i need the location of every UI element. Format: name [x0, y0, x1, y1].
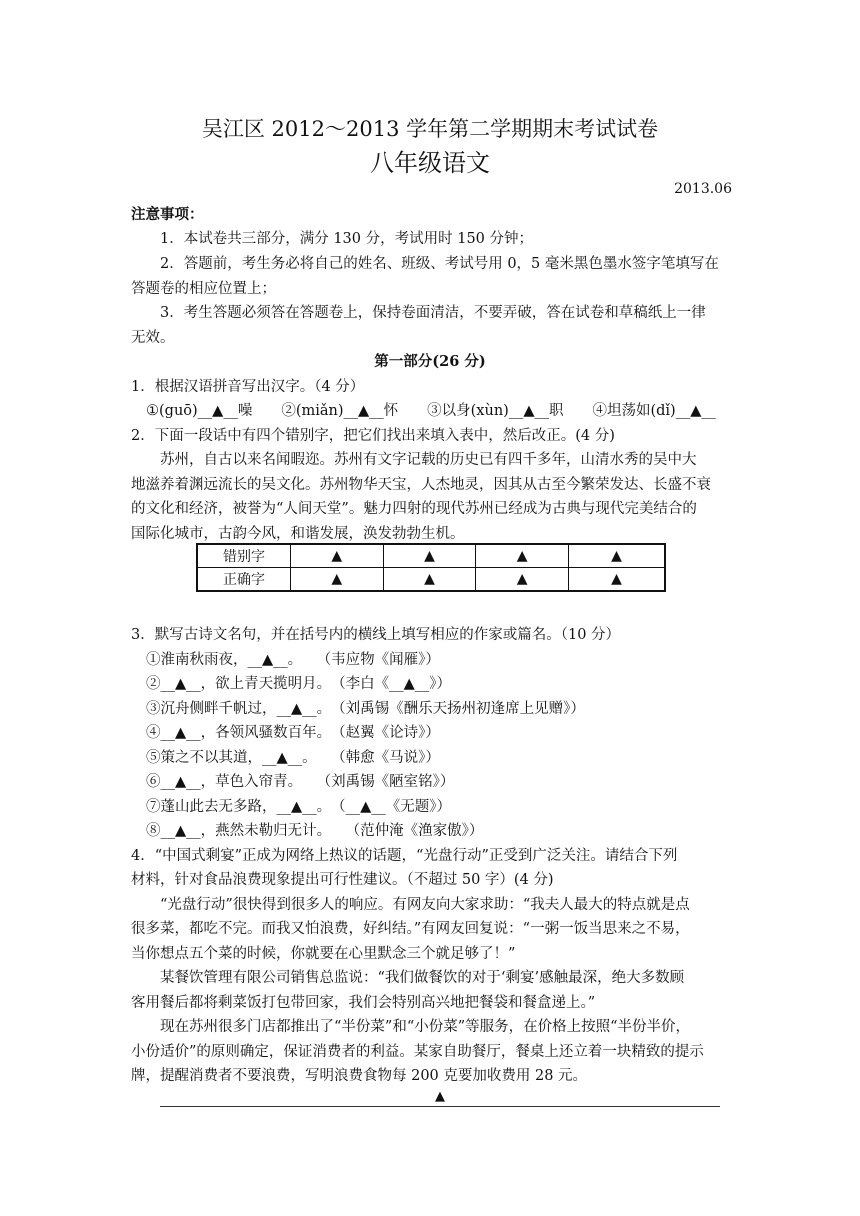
- answer-cell: ▲: [291, 544, 384, 568]
- q3-line-7: ⑦蓬山此去无多路，__▲__。 （__▲__《无题》）: [146, 799, 452, 815]
- typo-row-wrong-label: 错别字: [197, 544, 291, 568]
- q1-items: ①(guō)__▲__噪 ②(miǎn)__▲__怀 ③以身(xùn)__▲__职 ④坦荡如(dǐ)__▲__: [146, 403, 716, 419]
- q4-answer-mark: ▲: [435, 1089, 445, 1104]
- q3-stem: 3．默写古诗文名句，并在括号内的横线上填写相应的作家或篇名。（10 分）: [131, 627, 621, 643]
- typo-row-correct: [197, 568, 665, 592]
- q3-line-8: ⑧__▲__，燕然未勒归无计。 （范仲淹《渔家傲》）: [146, 823, 484, 839]
- q1-stem: 1．根据汉语拼音写出汉字。（4 分）: [131, 379, 365, 395]
- q2-passage-1: 苏州，自古以来名闻暇迩。苏州有文字记载的历史已有四千多年，山清水秀的吴中大: [160, 452, 697, 468]
- q2-passage-3: 的文化和经济，被誉为“人间天堂”。魅力四射的现代苏州已经成为古典与现代完美结合的: [131, 501, 697, 517]
- q4-stem-1: 4．“中国式剩宴”正成为网络上热议的话题，“光盘行动”正受到广泛关注。请结合下列: [131, 848, 678, 864]
- notice-item-2b: 答题卷的相应位置上；: [131, 281, 276, 297]
- q4-material-1c: 当你想点五个菜的时候，你就要在心里默念三个就足够了！”: [131, 946, 516, 962]
- q4-material-3c: 牌，提醒消费者不要浪费，写明浪费食物每 200 克要加收费用 28 元。: [131, 1068, 588, 1084]
- q2-passage-2: 地滋养着渊远流长的吴文化。苏州物华天宝，人杰地灵，因其从古至今繁荣发达、长盛不衰: [131, 477, 711, 493]
- exam-subtitle: 八年级语文: [370, 149, 490, 177]
- q4-material-2a: 某餐饮管理有限公司销售总监说：“我们做餐饮的对于‘剩宴’感触最深，绝大多数顾: [160, 970, 685, 986]
- q2-stem: 2．下面一段话中有四个错别字，把它们找出来填入表中，然后改正。(4 分): [131, 428, 615, 444]
- q2-passage-4: 国际化城市，古韵今风，和谐发展，涣发勃勃生机。: [131, 526, 465, 542]
- typo-row-correct-label: 正确字: [197, 568, 291, 592]
- typo-table: [196, 543, 666, 592]
- exam-title: 吴江区 2012～2013 学年第二学期期末考试试卷: [201, 117, 659, 141]
- answer-line: [160, 1106, 720, 1107]
- q4-material-1a: “光盘行动”很快得到很多人的响应。有网友向大家求助：“我夫人最大的特点就是点: [160, 897, 690, 913]
- q3-line-6: ⑥__▲__，草色入帘青。 （刘禹锡《陋室铭》）: [146, 774, 455, 790]
- notice-item-3a: 3．考生答题必须答在答题卷上，保持卷面清洁，不要弄破，答在试卷和草稿纸上一律: [160, 305, 706, 321]
- exam-date: 2013.06: [674, 181, 732, 197]
- q3-line-4: ④__▲__，各领风骚数百年。 （赵翼《论诗》）: [146, 725, 440, 741]
- notice-item-2a: 2．答题前，考生务必将自己的姓名、班级、考试号用 0，5 毫米黑色墨水签字笔填写在: [160, 256, 719, 272]
- answer-cell: ▲: [568, 568, 665, 592]
- typo-row-wrong: [197, 544, 665, 568]
- answer-cell: ▲: [476, 568, 569, 592]
- answer-cell: ▲: [291, 568, 384, 592]
- q3-line-5: ⑤策之不以其道，__▲__。 （韩愈《马说》）: [146, 750, 440, 766]
- q4-material-2b: 客用餐后都将剩菜饭打包带回家，我们会特别高兴地把餐袋和餐盒递上。”: [131, 995, 596, 1011]
- q4-material-1b: 很多菜，都吃不完。而我又怕浪费，好纠结。”有网友回复说：“一粥一饭当思来之不易，: [131, 921, 690, 937]
- notice-item-1: 1．本试卷共三部分，满分 130 分，考试用时 150 分钟；: [160, 231, 534, 247]
- q3-line-3: ③沉舟侧畔千帆过，__▲__。 （刘禹锡《酬乐天扬州初逢席上见赠》）: [146, 701, 585, 717]
- notice-label: 注意事项：: [131, 206, 204, 223]
- q4-material-3b: 小份适价”的原则确定，保证消费者的利益。某家自助餐厅，餐桌上还立着一块精致的提示: [131, 1044, 704, 1060]
- q3-line-1: ①淮南秋雨夜，__▲__。 （韦应物《闻雁》）: [146, 652, 440, 668]
- answer-cell: ▲: [568, 544, 665, 568]
- q4-material-3a: 现在苏州很多门店都推出了“半份菜”和“小份菜”等服务，在价格上按照“半份半价，: [160, 1019, 691, 1035]
- answer-cell: ▲: [476, 544, 569, 568]
- q4-stem-2: 材料，针对食品浪费现象提出可行性建议。（不超过 50 字）(4 分): [131, 872, 554, 888]
- q3-line-2: ②__▲__，欲上青天揽明月。 （李白《__▲__》）: [146, 676, 452, 692]
- answer-cell: ▲: [383, 544, 476, 568]
- answer-cell: ▲: [383, 568, 476, 592]
- part1-title: 第一部分(26 分): [374, 353, 486, 370]
- notice-item-3b: 无效。: [131, 330, 175, 346]
